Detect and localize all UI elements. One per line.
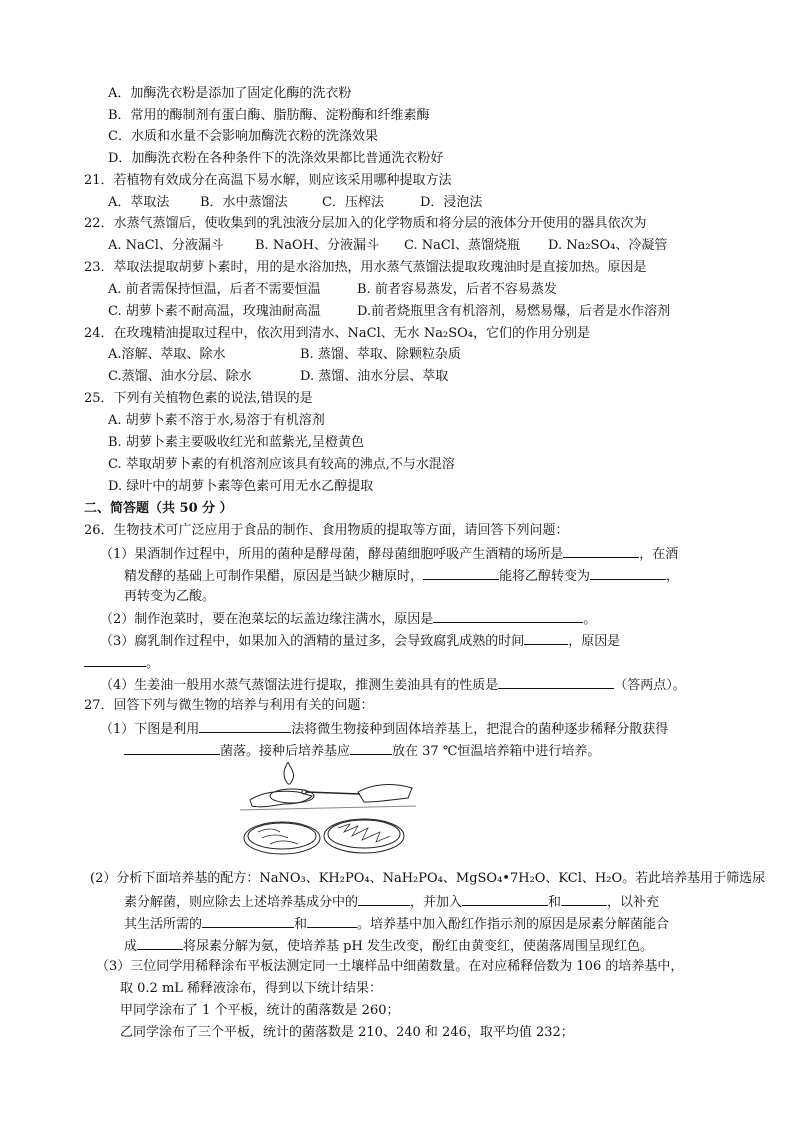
answer-blank[interactable] — [590, 565, 666, 580]
answer-blank[interactable] — [124, 740, 220, 755]
q27-part2-line1: (2）分析下面培养基的配方：NaNO₃、KH₂PO₄、NaH₂PO₄、MgSO₄•7H₂O、KCl、H₂O。若此培养基用于筛选尿 — [90, 871, 766, 886]
q26-part1-line2 — [124, 565, 679, 587]
answer-blank[interactable] — [423, 565, 499, 580]
q21-option-d: D．浸泡法 — [420, 195, 483, 210]
streak-plate-figure — [240, 762, 416, 860]
q27-part1-line2 — [124, 740, 600, 762]
answer-blank[interactable] — [498, 674, 614, 689]
q27-p2-text-f: 其生活所需的 — [124, 917, 203, 932]
q25-stem: 25．下列有关植物色素的说法,错误的是 — [84, 391, 313, 406]
q27-part3-line3: 甲同学涂布了 1 个平板，统计的菌落数是 260； — [120, 1003, 400, 1018]
q26-p1-text-a: （1）果酒制作过程中，所用的菌种是酵母菌，酵母菌细胞呼吸产生酒精的场所是 — [100, 547, 564, 562]
q23-stem: 23．萃取法提取胡萝卜素时，用的是水浴加热，用水蒸气蒸馏法提取玫瑰油时是直接加热。原因是 — [84, 260, 647, 275]
q23-option-b: B. 前者容易蒸发，后者不容易蒸发 — [357, 282, 557, 297]
q24-option-d: D. 蒸馏、油水分层、萃取 — [300, 369, 449, 384]
answer-blank[interactable] — [563, 543, 639, 558]
q22-option-b: B. NaOH、分液漏斗 — [255, 238, 379, 253]
answer-blank[interactable] — [137, 935, 183, 950]
q20-option-d: D．加酶洗衣粉在各种条件下的洗涤效果都比普通洗衣粉好 — [108, 151, 444, 166]
q26-p3-text-a: （3）腐乳制作过程中，如果加入的酒精的量过多，会导致腐乳成熟的时间 — [100, 634, 525, 649]
q26-p1-text-d: 能将乙醇转变为 — [499, 569, 591, 584]
streak-lines-right — [338, 824, 390, 842]
q26-part2 — [100, 608, 596, 630]
q26-p1-text-e: ， — [666, 569, 680, 584]
q23-option-d: D.前者烧瓶里含有机溶剂，易燃易爆，后者是水作溶剂 — [357, 304, 671, 319]
q26-p1-text-c: 精发酵的基础上可制作果醋，原因是当缺少糖原时， — [124, 569, 424, 584]
q23-option-a: A. 前者需保持恒温，后者不需要恒温 — [108, 282, 321, 297]
q25-option-c: C. 萃取胡萝卜素的有机溶剂应该具有较高的沸点,不与水混溶 — [108, 457, 455, 472]
q21-stem: 21．若植物有效成分在高温下易水解，则应该采用哪种提取方法 — [84, 173, 452, 188]
answer-blank[interactable] — [84, 652, 146, 667]
q26-p3-text-c: 。 — [146, 656, 160, 671]
q26-part3-line2 — [84, 652, 159, 674]
q27-part1-line1 — [100, 718, 668, 740]
answer-blank[interactable] — [202, 913, 294, 928]
q21-option-c: C．压榨法 — [322, 195, 384, 210]
q26-p1-text-b: ，在酒 — [639, 547, 679, 562]
q26-part1-line3: 再转变为乙酸。 — [124, 589, 216, 604]
inoculation-loop — [306, 792, 360, 794]
q25-option-d: D. 绿叶中的胡萝卜素等色素可用无水乙醇提取 — [108, 479, 374, 494]
q27-p2-text-c: ，并加入 — [410, 895, 463, 910]
q20-option-b: B．常用的酶制剂有蛋白酶、脂肪酶、淀粉酶和纤维素酶 — [108, 108, 430, 123]
answer-blank[interactable] — [358, 891, 410, 906]
q24-stem: 24．在玫瑰精油提取过程中，依次用到清水、NaCl、无水 Na₂SO₄，它们的作用分别是 — [84, 326, 591, 341]
petri-dish-right-inner — [328, 820, 400, 848]
q27-part2-line3 — [124, 913, 669, 935]
q22-option-a: A. NaCl、分液漏斗 — [108, 238, 224, 253]
answer-blank[interactable] — [307, 913, 357, 928]
q26-part4 — [100, 674, 686, 696]
q24-option-c: C.蒸馏、油水分层、除水 — [108, 369, 252, 384]
q26-part1-line1 — [100, 543, 678, 565]
q26-p3-text-b: ，原因是 — [568, 634, 621, 649]
section-title: 二、简答题（共 50 分 ） — [84, 501, 233, 516]
answer-blank[interactable] — [433, 608, 583, 623]
q26-part3-line1 — [100, 630, 620, 652]
q25-option-a: A. 胡萝卜素不溶于水,易溶于有机溶剂 — [108, 413, 325, 428]
q27-p2-text-g: 和 — [294, 917, 308, 932]
q20-option-a: A．加酶洗衣粉是添加了固定化酶的洗衣粉 — [108, 86, 352, 101]
q26-stem: 26．生物技术可广泛应用于食品的制作、食用物质的提取等方面，请回答下列问题： — [84, 523, 569, 538]
q27-part3-line1: （3）三位同学用稀释涂布平板法测定同一土壤样品中细菌数量。在对应稀释倍数为 106 的培养基中， — [96, 959, 684, 974]
answer-blank[interactable] — [561, 891, 607, 906]
q22-stem: 22．水蒸气蒸馏后，使收集到的乳浊液分层加入的化学物质和将分层的液体分开使用的器具依次为 — [84, 216, 647, 231]
q22-option-c: C. NaCl、蒸馏烧瓶 — [404, 238, 520, 253]
right-hand — [358, 785, 412, 802]
q27-p1-text-b: 法将微生物接种到固体培养基上，把混合的菌种逐步稀释分散获得 — [291, 722, 669, 737]
q22-option-d: D. Na₂SO₄、冷凝管 — [548, 238, 668, 253]
q27-p2-text-e: ，以补充 — [607, 895, 660, 910]
q26-p4-text-b: （答两点）。 — [614, 678, 686, 693]
q23-option-c: C. 胡萝卜素不耐高温，玫瑰油耐高温 — [108, 304, 321, 319]
q26-p4-text-a: （4）生姜油一般用水蒸气蒸馏法进行提取，推测生姜油具有的性质是 — [100, 678, 499, 693]
q24-option-a: A.溶解、萃取、除水 — [108, 347, 226, 362]
q27-p2-text-b: 素分解菌，则应除去上述培养基成分中的 — [124, 895, 359, 910]
q26-p2-text-a: （2）制作泡菜时，要在泡菜坛的坛盖边缘注满水，原因是 — [100, 612, 434, 627]
q25-option-b: B. 胡萝卜素主要吸收红光和蓝紫光,呈橙黄色 — [108, 435, 364, 450]
q27-p2-text-i: 成 — [124, 939, 138, 954]
q20-option-c: C．水质和水量不会影响加酶洗衣粉的洗涤效果 — [108, 129, 378, 144]
streak-lines-left — [258, 829, 298, 844]
q27-p2-text-d: 和 — [548, 895, 562, 910]
answer-blank[interactable] — [350, 740, 392, 755]
q24-option-b: B. 蒸馏、萃取、除颗粒杂质 — [300, 347, 461, 362]
q27-p2-text-j: 将尿素分解为氨，使培养基 pH 发生改变，酚红由黄变红，使菌落周围呈现红色。 — [183, 939, 653, 954]
q21-option-a: A．萃取法 — [108, 195, 170, 210]
q27-part3-line2: 取 0.2 mL 稀释液涂布，得到以下统计结果： — [120, 981, 383, 996]
q27-p1-text-d: 放在 37 ℃恒温培养箱中进行培养。 — [392, 744, 601, 759]
q21-option-b: B．水中蒸馏法 — [200, 195, 288, 210]
q27-p2-text-h: 。培养基中加入酚红作指示剂的原因是尿素分解菌能合 — [357, 917, 670, 932]
answer-blank[interactable] — [462, 891, 548, 906]
q27-part2-line2 — [124, 891, 659, 913]
q26-p2-text-b: 。 — [583, 612, 597, 627]
q27-p1-text-c: 菌落。接种后培养基应 — [220, 744, 351, 759]
answer-blank[interactable] — [524, 630, 568, 645]
q27-part2-line4 — [124, 935, 653, 957]
q27-stem: 27．回答下列与微生物的培养与利用有关的问题： — [84, 698, 374, 713]
flame-icon — [284, 762, 294, 784]
answer-blank[interactable] — [199, 718, 291, 733]
q27-p1-text-a: （1）下图是利用 — [100, 722, 200, 737]
q27-part3-line4: 乙同学涂布了三个平板，统计的菌落数是 210、240 和 246，取平均值 232； — [120, 1025, 574, 1040]
